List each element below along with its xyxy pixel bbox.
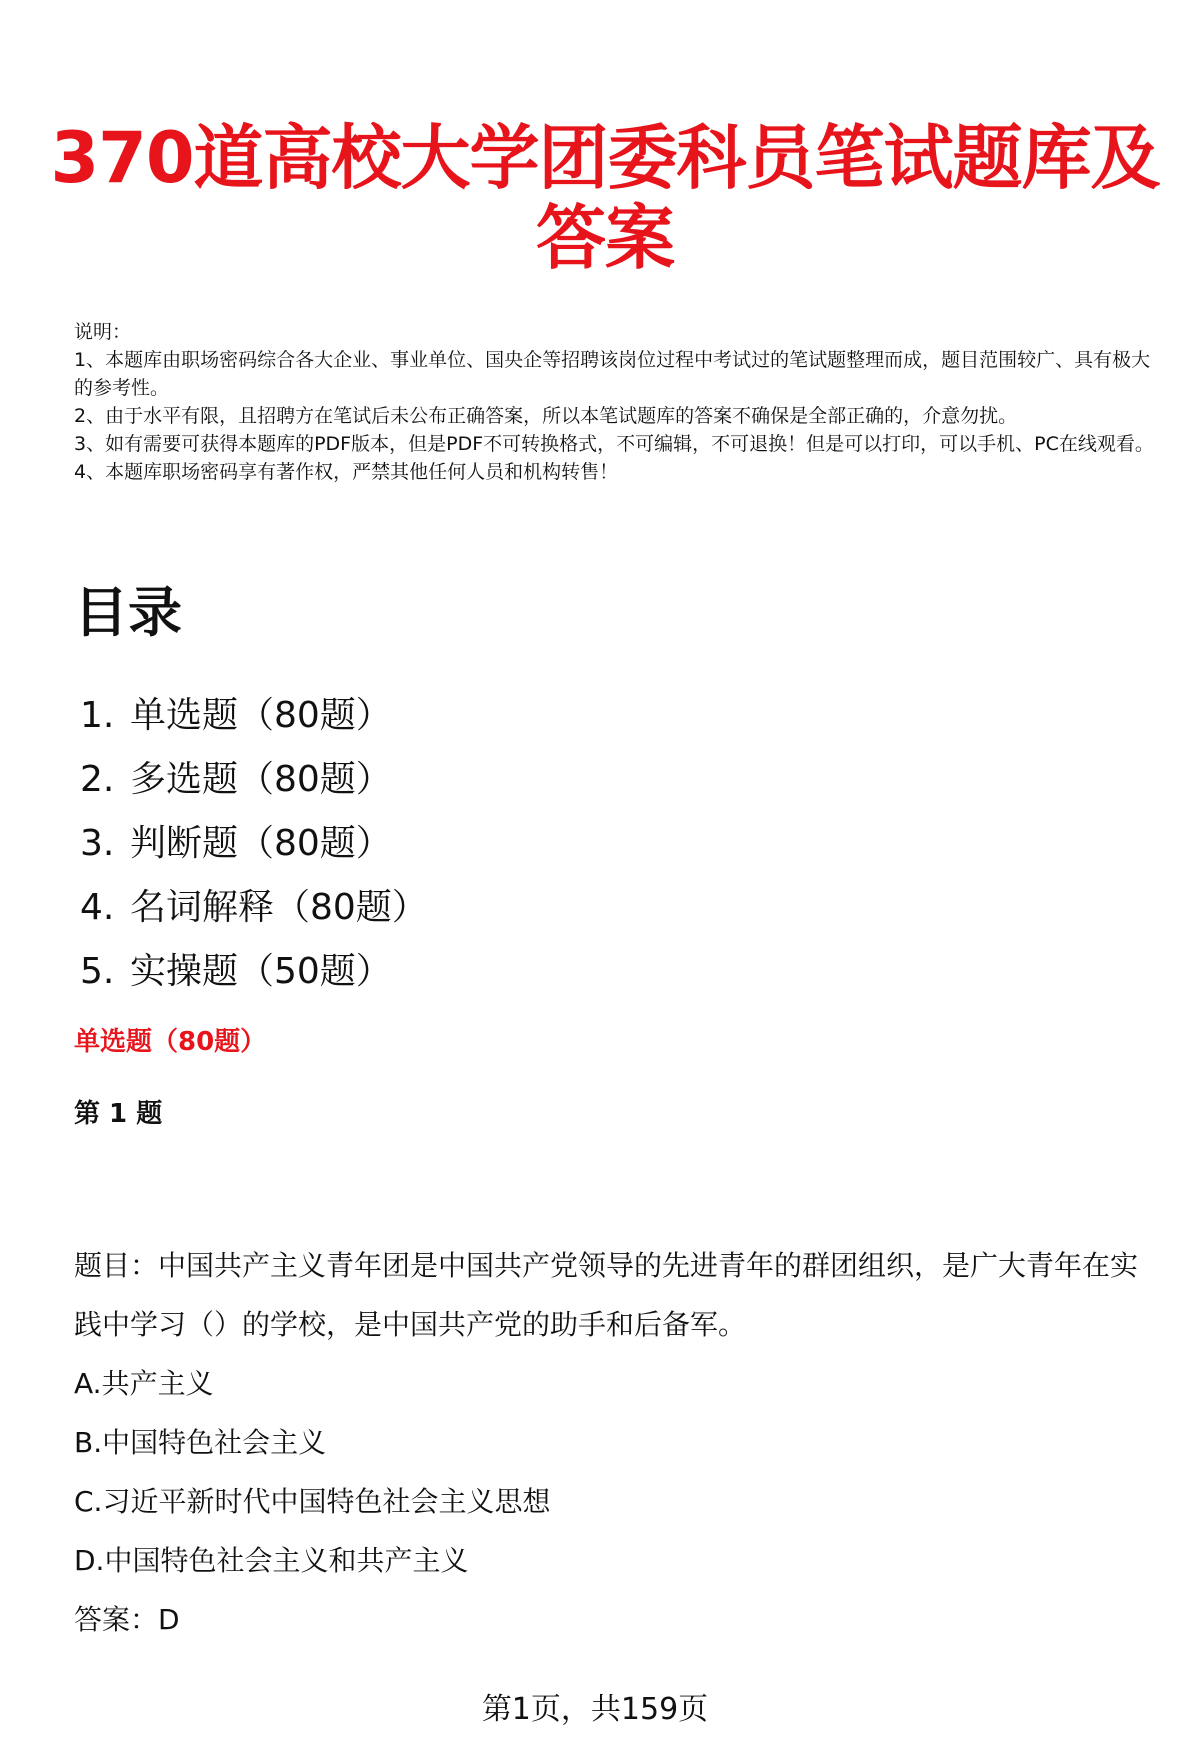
question-stem: 题目：中国共产主义青年团是中国共产党领导的先进青年的群团组织，是广大青年在实践中学习（）的学校，是中国共产党的助手和后备军。 (74, 1249, 1139, 1341)
question-answer: 答案：D (74, 1603, 180, 1636)
toc-item-label: 实操题（50题） (130, 951, 392, 992)
toc-item-label: 判断题（80题） (130, 823, 392, 864)
page-footer: 第1页，共159页 (481, 1692, 709, 1727)
toc-item[interactable] (80, 812, 428, 876)
title-line-1: 370道高校大学团委科员笔试题库及 (50, 117, 1160, 199)
note-item: 2、由于水平有限，且招聘方在笔试后未公布正确答案，所以本笔试题库的答案不确保是全部正确的，介意勿扰。 (74, 405, 1018, 427)
question-number: 第 1 题 (74, 1099, 163, 1129)
toc-item[interactable] (80, 684, 428, 748)
toc-item-number: 5. (80, 951, 115, 992)
question-option: B.中国特色社会主义 (74, 1426, 327, 1459)
toc-item-label: 单选题（80题） (130, 695, 392, 736)
toc-item-number: 4. (80, 887, 115, 928)
question-option: A.共产主义 (74, 1367, 214, 1400)
note-item: 3、如有需要可获得本题库的PDF版本，但是PDF不可转换格式，不可编辑，不可退换！但是可以打印，可以手机、PC在线观看。 (74, 433, 1154, 455)
toc-item[interactable] (80, 940, 428, 1004)
notes-block (74, 318, 1154, 486)
toc-item-label: 名词解释（80题） (130, 887, 428, 928)
toc-item-number: 1. (80, 695, 115, 736)
title-line-2: 答案 (536, 197, 674, 279)
notes-label: 说明： (74, 321, 132, 343)
question-option: C.习近平新时代中国特色社会主义思想 (74, 1485, 551, 1518)
section-title: 单选题（80题） (74, 1027, 267, 1057)
toc-list (80, 684, 428, 1004)
toc-heading: 目录 (74, 581, 182, 644)
toc-item-label: 多选题（80题） (130, 759, 392, 800)
toc-item[interactable] (80, 748, 428, 812)
document-title (40, 118, 1170, 278)
toc-item[interactable] (80, 876, 428, 940)
toc-item-number: 2. (80, 759, 115, 800)
toc-item-number: 3. (80, 823, 115, 864)
question-body (74, 1236, 1164, 1649)
note-item: 1、本题库由职场密码综合各大企业、事业单位、国央企等招聘该岗位过程中考试过的笔试题整理而成，题目范围较广、具有极大的参考性。 (74, 349, 1151, 399)
question-option: D.中国特色社会主义和共产主义 (74, 1544, 469, 1577)
note-item: 4、本题库职场密码享有著作权，严禁其他任何人员和机构转售！ (74, 461, 619, 483)
